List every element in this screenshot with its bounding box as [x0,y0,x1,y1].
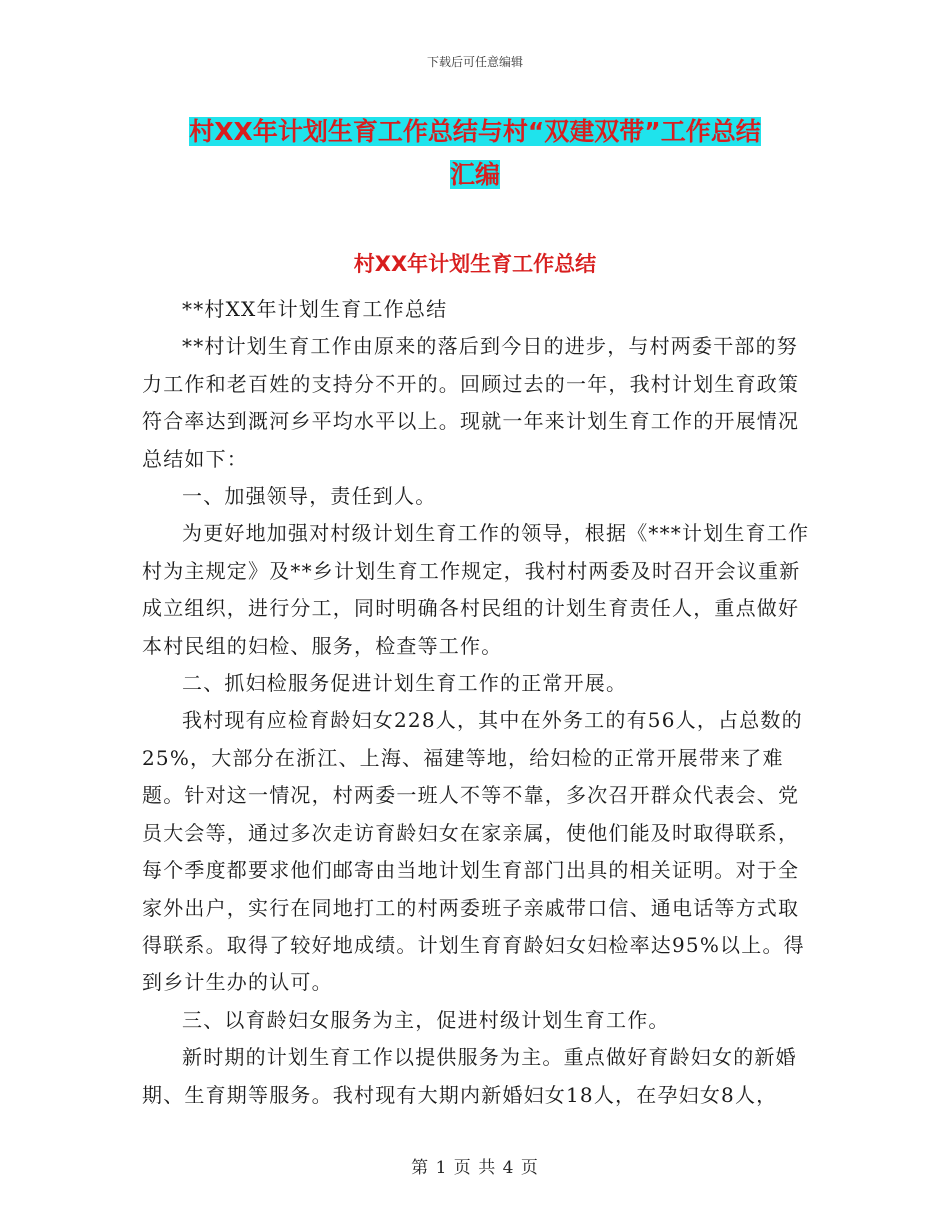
paragraph: 为更好地加强对村级计划生育工作的领导，根据《***计划生育工作村为主规定》及**乡计划生育工作规定，我村村两委及时召开会议重新成立组织，进行分工，同时明确各村民组的计划生育责任人，重点做好本村民组的妇检、服务，检查等工作。 [142,521,810,658]
section-heading: 三、以育龄妇女服务为主，促进村级计划生育工作。 [182,1007,670,1032]
paragraph: **村XX年计划生育工作总结 [182,297,448,321]
document-title [140,110,810,196]
paragraph: 新时期的计划生育工作以提供服务为主。重点做好育龄妇女的新婚期、生育期等服务。我村现有大期内新婚妇女18人，在孕妇女8人， [142,1045,797,1107]
document-title-line1: 村XX年计划生育工作总结与村“双建双带”工作总结 [189,117,761,146]
document-body [142,291,814,1114]
section-title: 村XX年计划生育工作总结 [353,252,597,276]
page-header-note: 下载后可任意编辑 [426,55,523,69]
section-heading: 二、抓妇检服务促进计划生育工作的正常开展。 [182,671,628,696]
page-number-footer: 第 1 页 共 4 页 [411,1158,539,1178]
paragraph: 我村现有应检育龄妇女228人，其中在外务工的有56人，占总数的25%，大部分在浙江、上海、福建等地，给妇检的正常开展带来了难题。针对这一情况，村两委一班人不等不靠，多次召开群众代表会、党员大会等，通过多次走访育龄妇女在家亲属，使他们能及时取得联系，每个季度都要求他们邮寄由当地计划生育部门出具的相关证明。对于全家外出户，实行在同地打工的村两委班子亲戚带口信、通电话等方式取得联系。取得了较好地成绩。计划生育育龄妇女妇检率达95%以上。得到乡计生办的认可。 [142,708,805,995]
paragraph: **村计划生育工作由原来的落后到今日的进步，与村两委干部的努力工作和老百姓的支持分不开的。回顾过去的一年，我村计划生育政策符合率达到溉河乡平均水平以上。现就一年来计划生育工作的开展情况总结如下： [142,334,800,471]
document-title-line2: 汇编 [449,160,500,189]
section-heading: 一、加强领导，责任到人。 [182,484,437,509]
